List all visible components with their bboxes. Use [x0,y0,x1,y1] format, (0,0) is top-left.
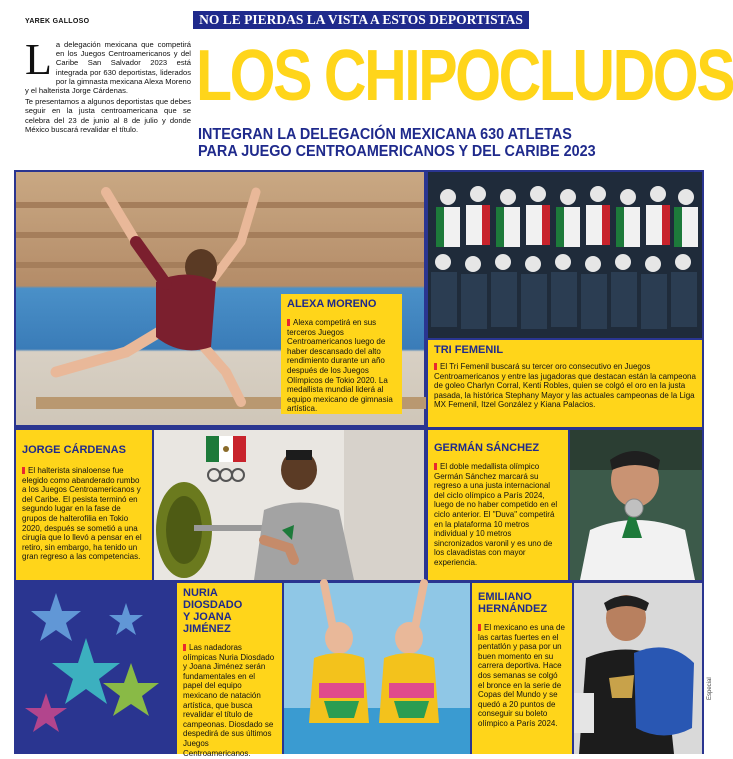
deck-line-1: INTEGRAN LA DELEGACIÓN MEXICANA 630 ATLETAS [198,126,572,143]
bullet-icon [22,467,25,474]
bullet-icon [478,624,481,631]
alexa-moreno-title: ALEXA MORENO [287,298,377,310]
headline: LOS CHIPOCLUDOS [196,36,733,116]
alexa-moreno-panel [281,294,402,414]
alexa-moreno-text: Alexa competirá en sus terceros Juegos Centroamericanos luego de haber descansado del alto rendimiento durante un año después de los Juegos Olímpicos de Tokio 2020. La medallista mundial liderá al equipo mexicano de gimnasia artística. [287,318,393,414]
emiliano-hernandez-title [478,591,566,615]
jorge-cardenas-text: El halterista sinaloense fue elegido como abanderado rumbo a los Juegos Centroamericanos y del Caribe. El pesista terminó en segundo lugar en la fase de grupos de halterofilia en Tokio 2020, después se sometió a una cirugía que lo llevó a pensar en el retiro, sin embargo, ha tenido un gran regreso a las competencias. [22,466,142,562]
emiliano-hernandez-title-line-2: HERNÁNDEZ [478,603,548,615]
swimmers-illustration [284,583,470,754]
german-sanchez-title: GERMÁN SÁNCHEZ [434,442,540,454]
team-illustration [428,172,702,338]
intro-paragraph-2: Te presentamos a algunos deportistas que debes seguir en la justa centroamericana que se celebra del 23 de junio al 8 de julio y donde México buscará revalidar el título. [25,97,191,134]
bullet-icon [287,319,290,326]
pentathlete-illustration [574,583,702,754]
nuria-joana-title-line-1: NURIA DIOSDADO [183,587,243,611]
pentathlete-photo [574,583,702,754]
intro-paragraph-1: a delegación mexicana que competirá en los Juegos Centroamericanos y del Caribe San Salvador 2023 está integrada por 630 deportistas, liderados por la gimnasta mexicana Alexa Moreno y el halterista Jorge Cárdenas. [25,40,191,96]
emiliano-hernandez-title-line-1: EMILIANO [478,591,532,603]
weightlifter-photo [154,430,424,580]
diver-medal-photo [570,430,702,580]
bullet-icon [434,363,437,370]
nuria-joana-title-line-2: Y JOANA JIMÉNEZ [183,611,232,635]
intro-text [25,35,191,158]
tri-femenil-title: TRI FEMENIL [434,344,504,356]
tri-femenil-text: El Tri Femenil buscará su tercer oro consecutivo en Juegos Centroamericanos y entre las jugadoras que destacan están la campeona de goleo Charlyn Corral, Kenti Robles, quien se colgó el oro en la justa pasada, la histórica Stephany Mayor y las actuales campeonas de la Liga MX Femenil, Itzel González y Kiana Palacios. [434,362,696,410]
intro-dropcap: L [25,35,52,84]
kicker-banner: NO LE PIERDAS LA VISTA A ESTOS DEPORTISTAS [193,11,529,29]
jorge-cardenas-panel [16,430,152,580]
weightlifter-illustration [154,430,424,580]
jorge-cardenas-title: JORGE CÁRDENAS [22,444,126,456]
nuria-joana-title [183,587,276,635]
deck [198,126,648,160]
diver-illustration [570,430,702,580]
swimmers-photo [284,583,470,754]
photo-credit: Especial [707,677,713,700]
bullet-icon [434,463,437,470]
soccer-team-photo [428,172,702,338]
byline: YAREK GALLOSO [25,18,90,25]
stars-graphic [16,583,176,754]
german-sanchez-panel [428,430,568,580]
nuria-joana-text: Las nadadoras olímpicas Nuria Diosdado y Joana Jiménez serán fundamentales en el papel del equipo mexicano de natación artística, que busca revalidar el título de campeonas. Diosdado se despedirá de sus últimos Juegos Centroamericanos. [183,643,275,758]
stars-illustration [16,583,176,754]
emiliano-hernandez-text: El mexicano es una de las cartas fuertes en el pentatlón y pasa por un buen momento en su carrera deportiva. Hace dos semanas se colgó el bronce en la serie de Copas del Mundo y se quedó a 20 puntos de conseguir su boleto olímpico a París 2024. [478,623,565,728]
nuria-joana-panel [177,583,282,758]
emiliano-hernandez-panel [472,583,572,754]
tri-femenil-panel [428,340,702,427]
bullet-icon [183,644,186,651]
deck-line-2: PARA JUEGO CENTROAMERICANOS Y DEL CARIBE 2023 [198,143,596,160]
german-sanchez-text: El doble medallista olímpico Germán Sánchez marcará su regreso a una justa internacional del ciclo olímpico a París 2024, luego de no haber competido en el ciclo anterior. El "Duva" competirá en la plataforma 10 metros individual y 10 metros sincronizados varonil y es uno de los clavadistas con mayor experiencia. [434,462,558,567]
